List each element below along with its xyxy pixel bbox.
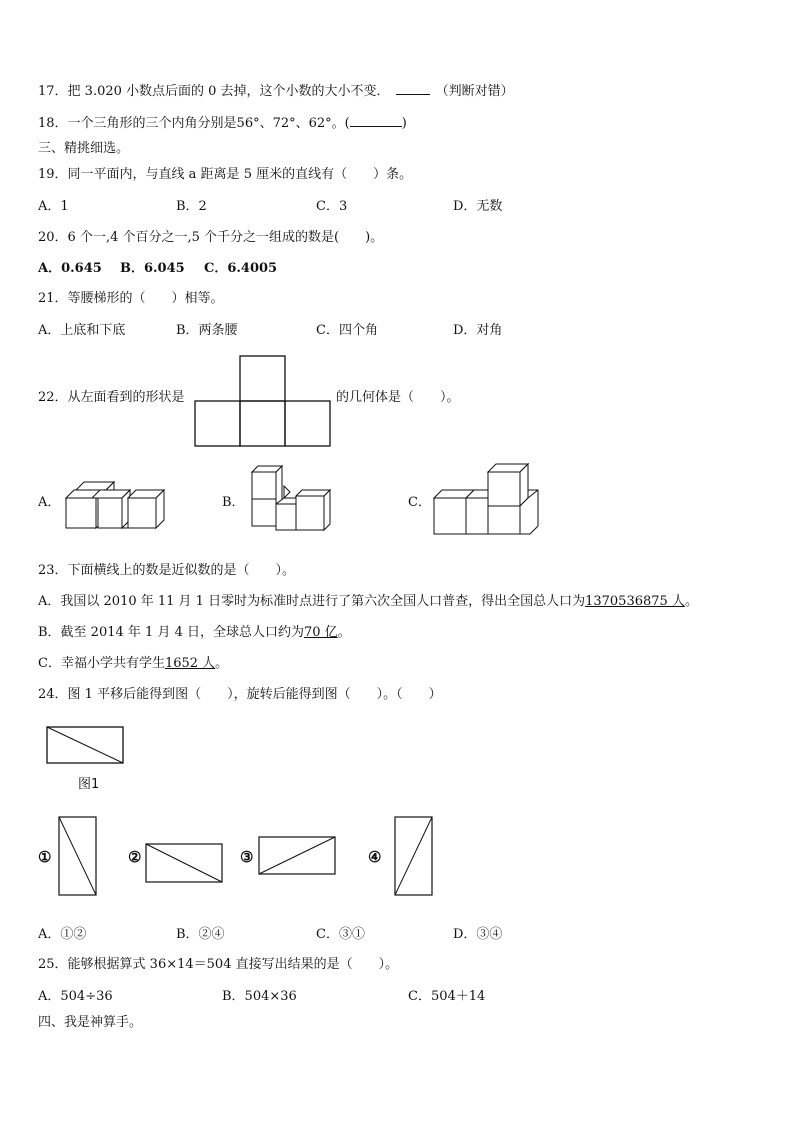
answer-blank[interactable] — [396, 82, 430, 95]
answer-blank[interactable] — [350, 114, 402, 127]
figure-option-4[interactable] — [394, 816, 434, 898]
figure-label-4: ④ — [368, 848, 382, 866]
figure-option-3[interactable] — [258, 836, 338, 878]
figure-label-1: ① — [38, 848, 52, 866]
underlined-number: 1652 人 — [164, 656, 216, 671]
question-19-text: 19．同一平面内，与直线 a 距离是 5 厘米的直线有（ ）条。 — [38, 167, 413, 182]
figure-option-1[interactable] — [58, 816, 98, 898]
option-b-solid-figure[interactable] — [248, 464, 336, 536]
figure-label-2: ② — [128, 848, 142, 866]
option-c[interactable]: C．③① — [316, 927, 365, 942]
option-a[interactable]: A． — [38, 495, 61, 510]
left-view-figure — [194, 355, 334, 449]
figure-1-caption: 图1 — [78, 777, 100, 792]
option-c[interactable]: C． — [408, 495, 431, 510]
option-b[interactable]: B．2 — [176, 199, 207, 214]
option-b-text: B．截至 2014 年 1 月 4 日，全球总人口约为 — [38, 625, 304, 640]
option-c[interactable]: C．3 — [316, 199, 348, 214]
option-d[interactable]: D．对角 — [453, 323, 503, 338]
figure-1 — [46, 726, 126, 766]
option-c[interactable]: C．504＋14 — [408, 989, 486, 1004]
question-24-text: 24．图 1 平移后能得到图（ ），旋转后能得到图（ ）。（ ） — [38, 687, 442, 702]
option-b[interactable]: B．两条腰 — [176, 323, 238, 338]
question-18-text: 18．一个三角形的三个内角分别是56°、72°、62°。( — [38, 116, 350, 131]
option-d[interactable]: D．③④ — [453, 927, 503, 942]
question-22-suffix: 的几何体是（ ）。 — [336, 390, 460, 405]
option-a[interactable]: A．上底和下底 — [38, 323, 126, 338]
question-18-tail: ) — [401, 116, 407, 131]
underlined-number: 1370536875 人 — [585, 594, 685, 609]
option-a[interactable] — [38, 593, 698, 611]
question-17 — [38, 82, 514, 101]
question-25-text: 25．能够根据算式 36×14＝504 直接写出结果的是（ ）。 — [38, 957, 399, 972]
question-17-text: 17．把 3.020 小数点后面的 0 去掉，这个小数的大小不变． — [38, 84, 390, 99]
option-a-solid-figure[interactable] — [64, 478, 168, 532]
option-a[interactable]: A．①② — [38, 927, 87, 942]
question-22-prefix: 22．从左面看到的形状是 — [38, 390, 185, 405]
section-heading: 四、我是神算手。 — [38, 1015, 143, 1030]
option-d[interactable]: D．无数 — [453, 199, 503, 214]
question-23-text: 23．下面横线上的数是近似数的是（ ）。 — [38, 563, 296, 578]
question-21-text: 21．等腰梯形的（ ）相等。 — [38, 291, 224, 306]
option-b[interactable]: B．504×36 — [222, 989, 297, 1004]
option-a-text: A．我国以 2010 年 11 月 1 日零时为标准时点进行了第六次全国人口普查，得出全国总人口为 — [38, 594, 586, 609]
option-c-text: C．幸福小学共有学生 — [38, 656, 165, 671]
figure-option-2[interactable] — [145, 843, 225, 885]
question-18 — [38, 114, 407, 133]
option-a[interactable]: A．504÷36 — [38, 989, 113, 1004]
option-b[interactable]: B． — [222, 495, 245, 510]
figure-label-3: ③ — [240, 848, 254, 866]
option-c-end: 。 — [215, 656, 229, 671]
question-17-tail: （判断对错） — [435, 84, 514, 99]
option-a-end: 。 — [684, 594, 698, 609]
option-b[interactable]: B．6.045 — [120, 261, 185, 276]
section-heading: 三、精挑细选。 — [38, 141, 130, 156]
option-a[interactable]: A．0.645 — [38, 261, 102, 276]
option-c[interactable]: C．四个角 — [316, 323, 378, 338]
option-b-end: 。 — [337, 625, 351, 640]
option-c-solid-figure[interactable] — [432, 462, 542, 538]
option-c[interactable] — [38, 655, 228, 673]
option-c[interactable]: C．6.4005 — [204, 261, 278, 276]
question-20-text: 20．6 个一,4 个百分之一,5 个千分之一组成的数是( )。 — [38, 230, 384, 245]
underlined-number: 70 亿 — [303, 625, 338, 640]
option-b[interactable]: B．②④ — [176, 927, 225, 942]
option-a[interactable]: A．1 — [38, 199, 69, 214]
option-b[interactable] — [38, 624, 351, 642]
